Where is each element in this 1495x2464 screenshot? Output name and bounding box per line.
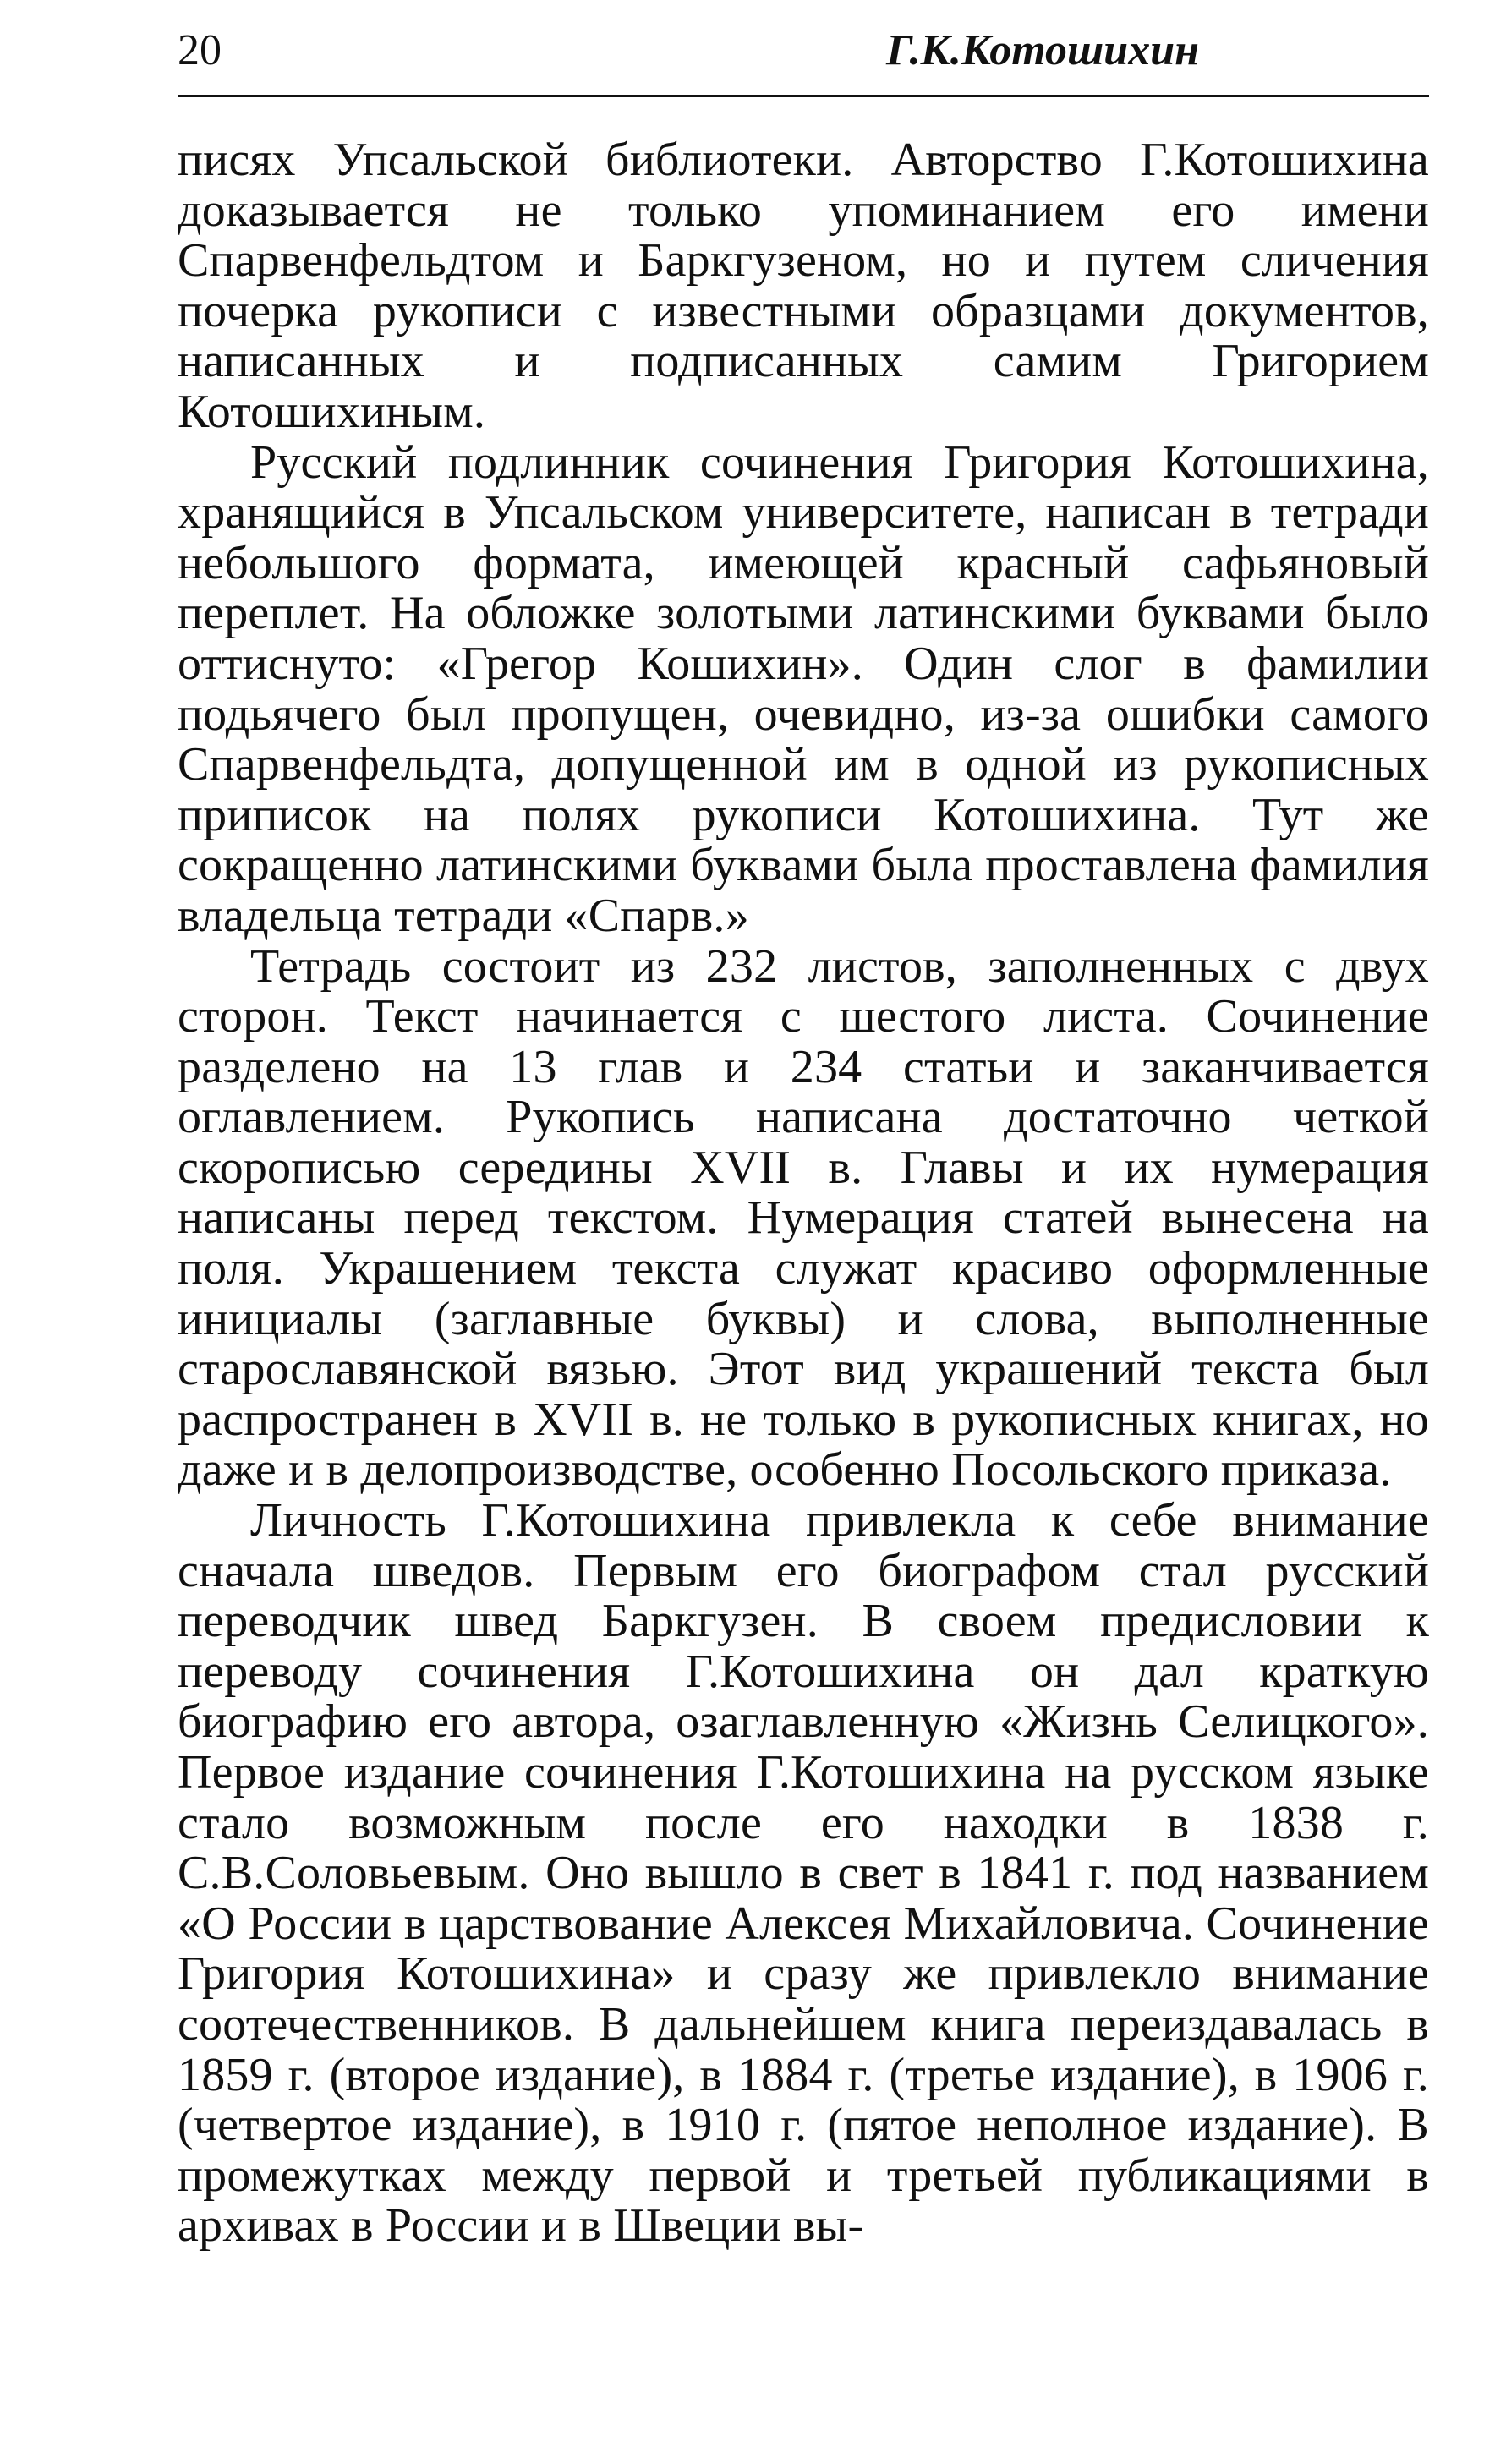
paragraph: Тетрадь состоит из 232 листов, заполненных с двух сторон. Текст начинается с шестого листа. Сочинение разделено на 13 глав и 234 статьи и заканчивается оглавлением. Рукопись написана достаточно четкой скорописью середины XVII в. Главы и их нумерация написаны перед текстом. Нумерация статей вынесена на поля. Украшением текста служат красиво оформленные инициалы (заглавные буквы) и слова, выполненные старославянской вязью. Этот вид украшений текста был распространен в XVII в. не только в рукописных книгах, но даже и в делопроизводстве, особенно Посольского приказа.: [178, 939, 1429, 1497]
paragraph: Русский подлинник сочинения Григория Котошихина, хранящийся в Упсальском университете, написан в тетради небольшого формата, имеющей красный сафьяновый переплет. На обложке золотыми латинскими буквами было оттиснуто: «Грегор Кошихин». Один слог в фамилии подьячего был пропущен, очевидно, из-за ошибки самого Спарвенфельдта, допущенной им в одной из рукописных приписок на полях рукописи Котошихина. Тут же сокращенно латинскими буквами была проставлена фамилия владельца тетради «Спарв.»: [178, 435, 1429, 942]
header-rule: [178, 95, 1429, 97]
book-page: [178, 0, 1429, 2464]
body-text: [178, 135, 1429, 2252]
paragraph: Личность Г.Котошихина привлекла к себе внимание сначала шведов. Первым его биографом стал русский переводчик швед Баркгузен. В своем предисловии к переводу сочинения Г.Котошихина он дал краткую биографию его автора, озаглавленную «Жизнь Селицкого». Первое издание сочинения Г.Котошихина на русском языке стало возможным после его находки в 1838 г. С.В.Соловьевым. Оно вышло в свет в 1841 г. под названием «О России в царствование Алексея Михайловича. Сочинение Григория Котошихина» и сразу же привлекло внимание соотечественников. В дальнейшем книга переиздавалась в 1859 г. (второе издание), в 1884 г. (третье издание), в 1906 г. (четвертое издание), в 1910 г. (пятое неполное издание). В промежутках между первой и третьей публикациями в архивах в России и в Швеции вы-: [178, 1494, 1429, 2253]
page-number: 20: [178, 26, 222, 74]
paragraph-continuation: писях Упсальской библиотеки. Авторство Г.Котошихина доказывается не только упоминанием его имени Спарвенфельдтом и Баркгузеном, но и путем сличения почерка рукописи с известными образцами документов, написанных и подписанных самим Григорием Котошихиным.: [178, 134, 1429, 438]
page-header: [178, 21, 1429, 89]
running-head: [178, 21, 1429, 80]
running-head-title: Г.К.Котошихин: [886, 26, 1199, 74]
